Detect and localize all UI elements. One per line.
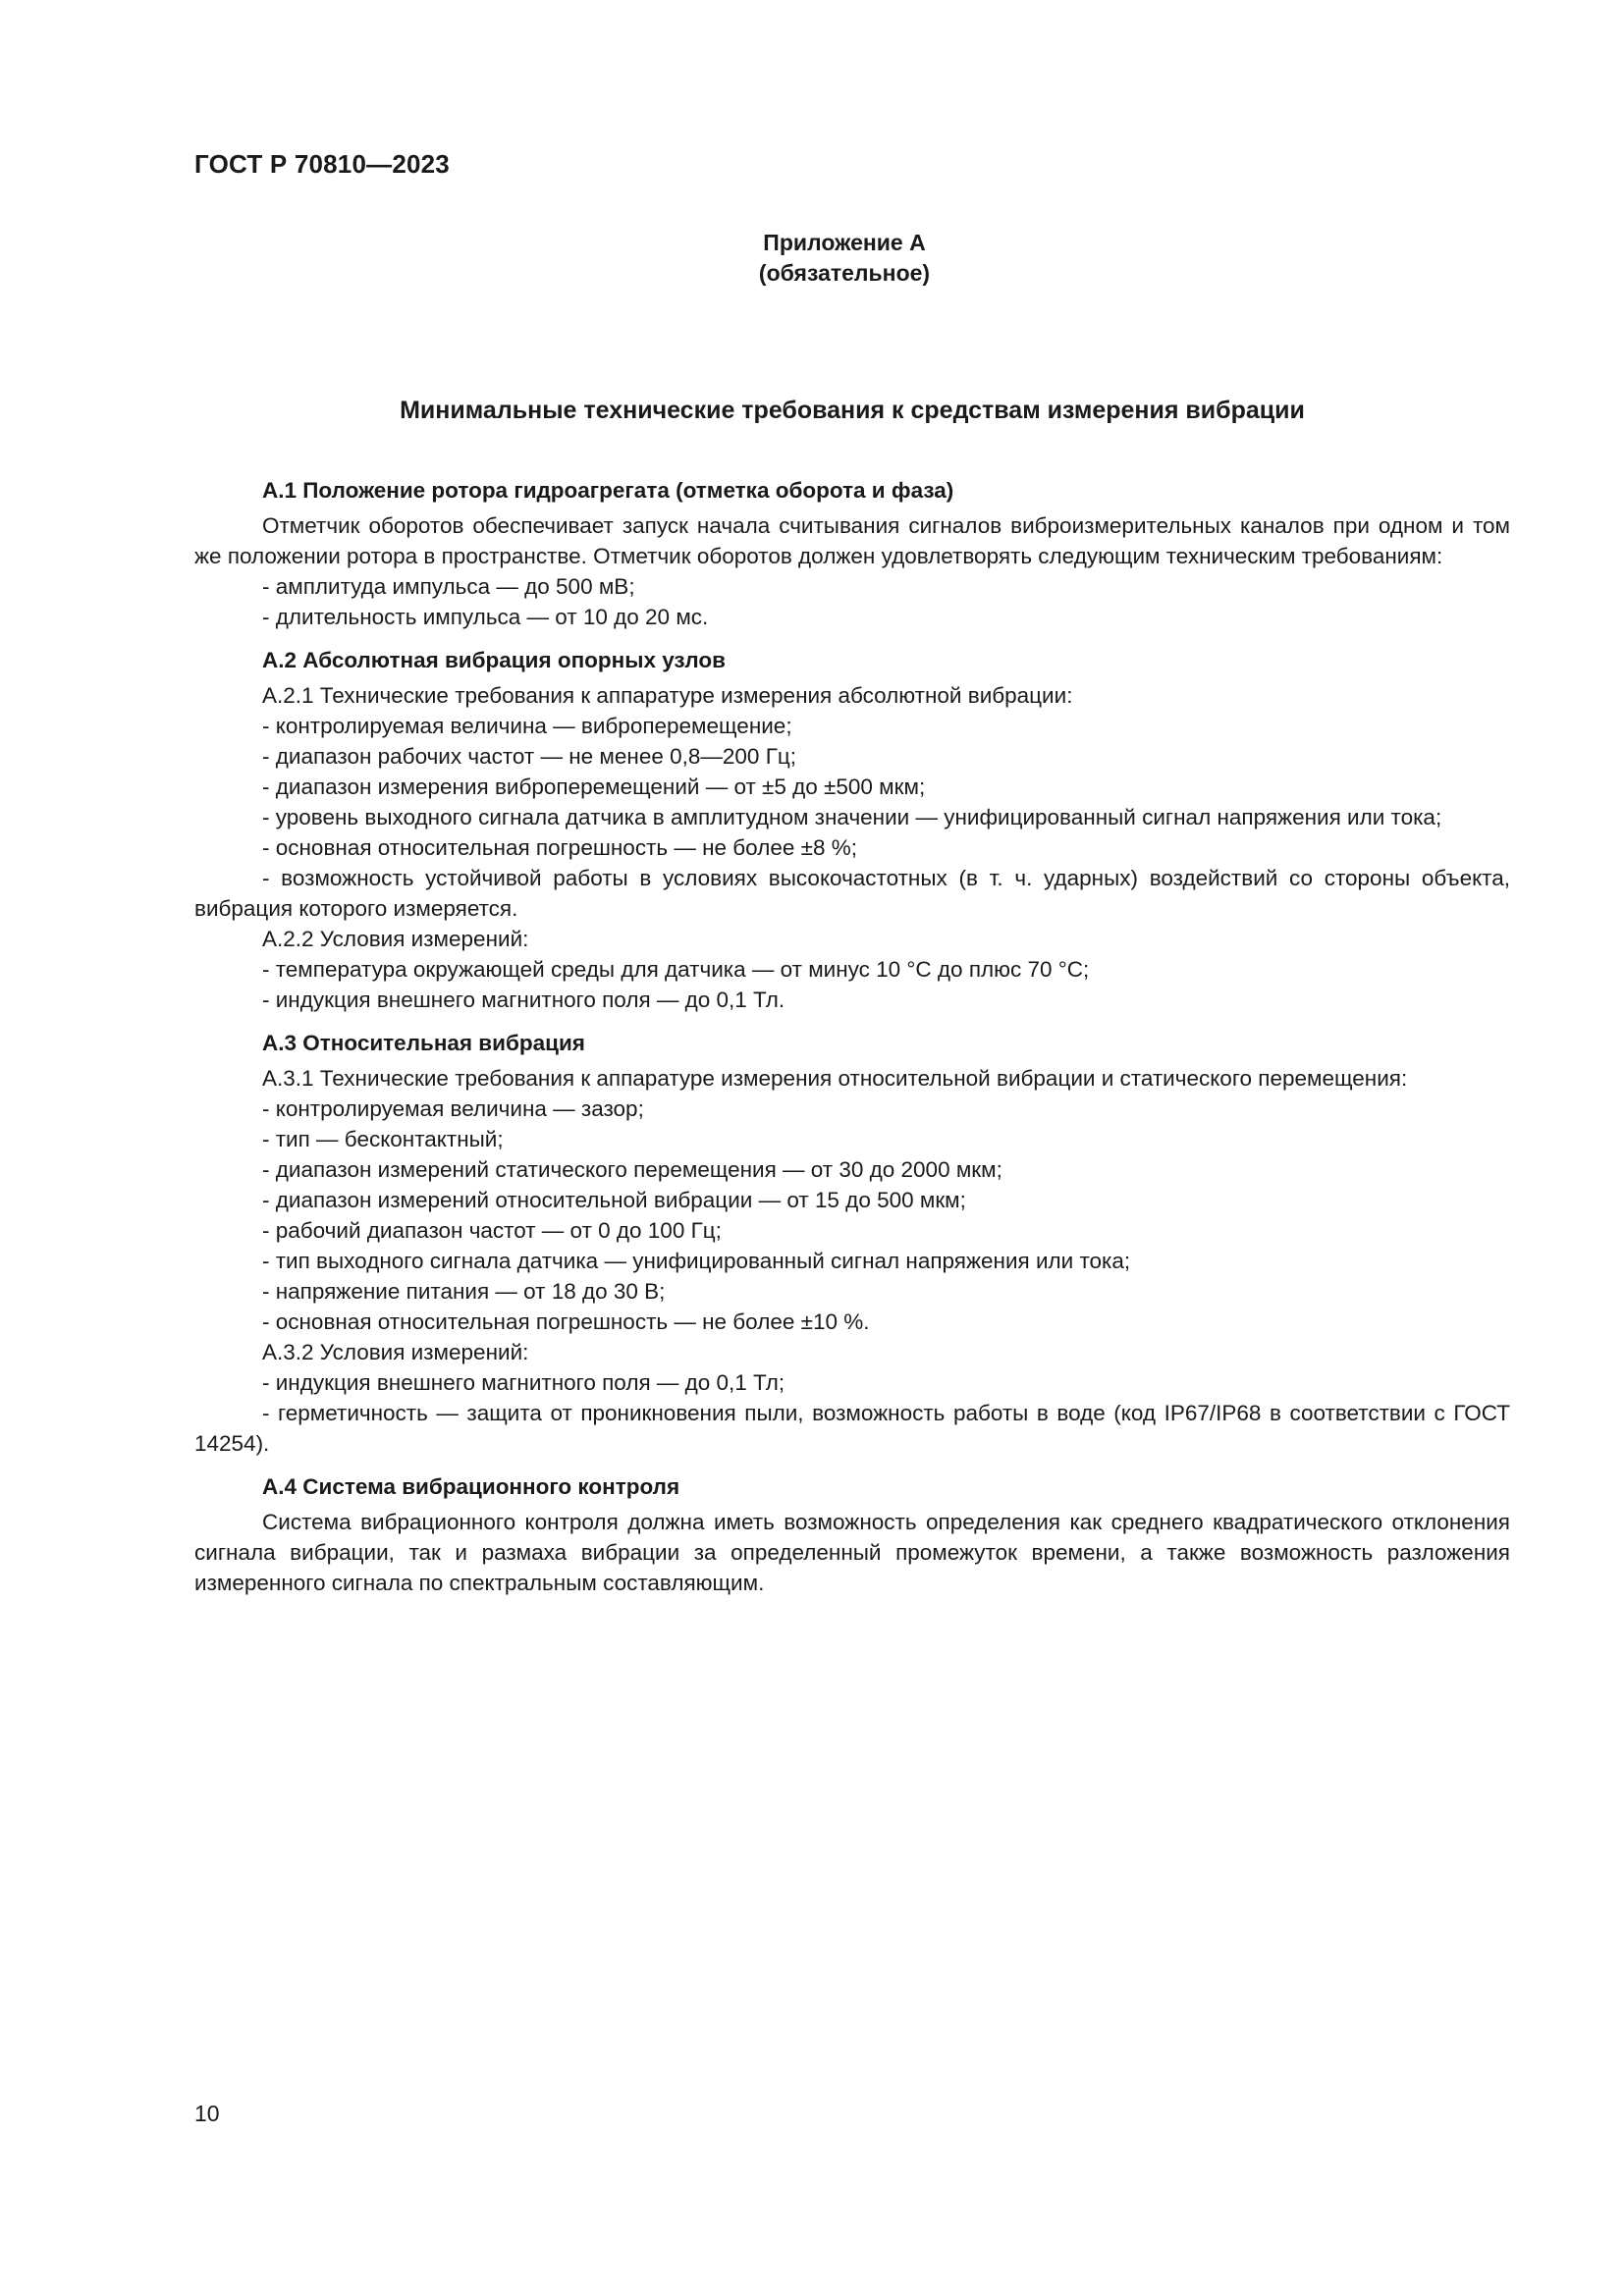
list-item: - уровень выходного сигнала датчика в амплитудном значении — унифицированный сигнал напряжения или тока; (262, 805, 1442, 829)
list-item: - рабочий диапазон частот — от 0 до 100 Гц; (262, 1218, 722, 1243)
list-item: - диапазон измерений относительной вибрации — от 15 до 500 мкм; (262, 1188, 966, 1212)
list-item: - контролируемая величина — зазор; (262, 1096, 644, 1121)
section-title-a2: А.2 Абсолютная вибрация опорных узлов (262, 648, 726, 672)
list-item: - основная относительная погрешность — не более ±8 %; (262, 835, 857, 860)
document-body (194, 475, 1510, 1598)
section-title-a3: А.3 Относительная вибрация (262, 1031, 585, 1055)
list-item: - температура окружающей среды для датчика — от минус 10 °С до плюс 70 °С; (262, 957, 1090, 982)
section-a4-paragraph: Система вибрационного контроля должна иметь возможность определения как среднего квадратического отклонения сигнала вибрации, так и размаха вибрации за определенный промежуток времени, а также возможность разложения измеренного сигнала по спектральным составляющим. (194, 1510, 1510, 1595)
standard-number: ГОСТ Р 70810—2023 (194, 149, 450, 179)
list-item: - тип выходного сигнала датчика — унифицированный сигнал напряжения или тока; (262, 1249, 1131, 1273)
subsection-a3-1: А.3.1 Технические требования к аппаратуре измерения относительной вибрации и статического перемещения: (262, 1066, 1408, 1091)
list-item: - возможность устойчивой работы в условиях высокочастотных (в т. ч. ударных) воздействий со стороны объекта, вибрация которого измеряется. (194, 866, 1510, 921)
list-item: - герметичность — защита от проникновения пыли, возможность работы в воде (код IP67/IP68 в соответствии с ГОСТ 14254). (194, 1401, 1510, 1456)
list-item: - амплитуда импульса — до 500 мВ; (262, 574, 635, 599)
list-item: - диапазон рабочих частот — не менее 0,8—200 Гц; (262, 744, 797, 769)
list-item: - тип — бесконтактный; (262, 1127, 504, 1151)
section-title-a4: А.4 Система вибрационного контроля (262, 1474, 680, 1499)
subsection-a2-1: А.2.1 Технические требования к аппаратуре измерения абсолютной вибрации: (262, 683, 1073, 708)
list-item: - основная относительная погрешность — не более ±10 %. (262, 1309, 870, 1334)
annex-status: (обязательное) (758, 260, 931, 286)
list-item: - диапазон измерения виброперемещений — от ±5 до ±500 мкм; (262, 774, 926, 799)
section-title-a1: А.1 Положение ротора гидроагрегата (отметка оборота и фаза) (262, 478, 954, 503)
subsection-a3-2: А.3.2 Условия измерений: (262, 1340, 529, 1364)
list-item: - длительность импульса — от 10 до 20 мс. (262, 605, 709, 629)
list-item: - диапазон измерений статического перемещения — от 30 до 2000 мкм; (262, 1157, 1002, 1182)
list-item: - контролируемая величина — виброперемещение; (262, 714, 792, 738)
document-title: Минимальные технические требования к средствам измерения вибрации (400, 397, 1305, 424)
annex-title: Приложение А (763, 230, 926, 255)
annex-heading (0, 228, 1624, 289)
list-item: - напряжение питания — от 18 до 30 В; (262, 1279, 666, 1304)
section-a1-paragraph: Отметчик оборотов обеспечивает запуск начала считывания сигналов виброизмерительных каналов при одном и том же положении ротора в пространстве. Отметчик оборотов должен удовлетворять следующим техническим требованиям: (194, 513, 1510, 568)
page-number: 10 (194, 2101, 220, 2126)
subsection-a2-2: А.2.2 Условия измерений: (262, 927, 529, 951)
list-item: - индукция внешнего магнитного поля — до 0,1 Тл. (262, 988, 785, 1012)
list-item: - индукция внешнего магнитного поля — до 0,1 Тл; (262, 1370, 785, 1395)
